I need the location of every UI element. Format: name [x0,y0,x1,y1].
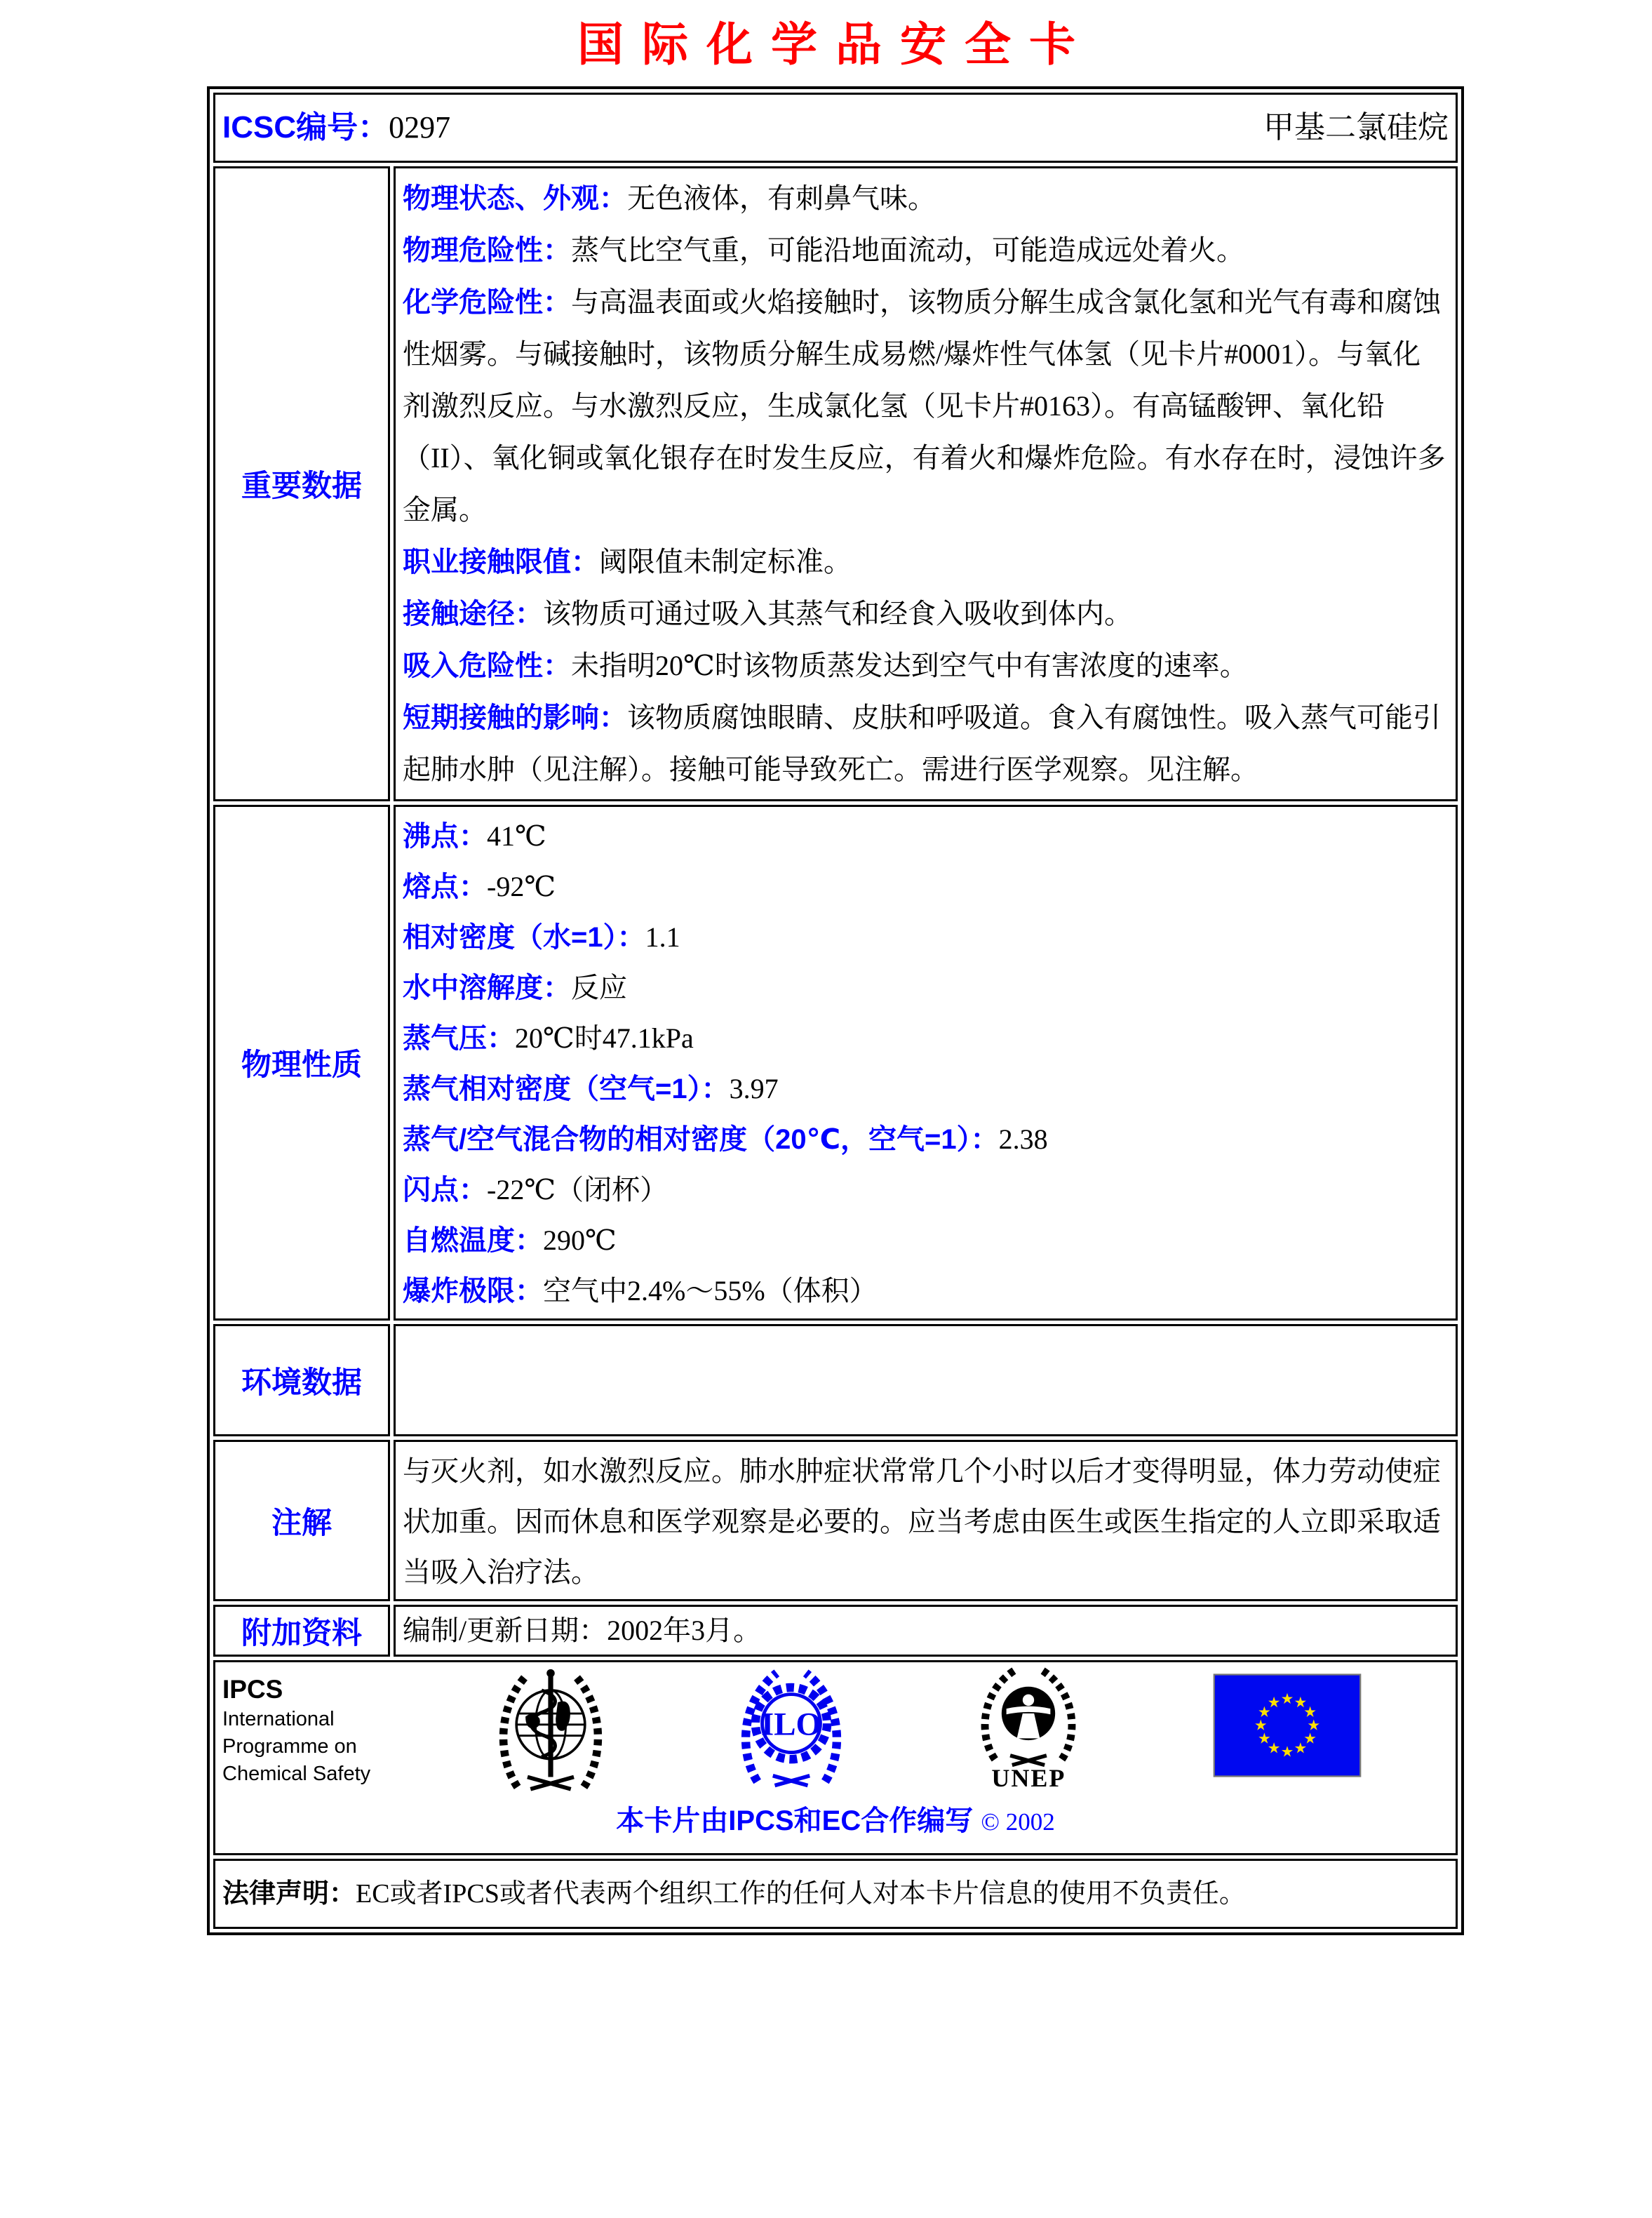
ipcs-text-block [222,1664,408,1788]
item-label: 自燃温度： [403,1225,543,1256]
item-label: 化学危险性： [403,287,571,318]
unep-logo [976,1664,1081,1793]
ipcs-line: Programme on [222,1735,357,1758]
ilo-logo [738,1664,845,1793]
item-text: 2.38 [998,1123,1048,1155]
physical-property-item [403,862,1449,912]
item-text: 290℃ [543,1224,617,1256]
item-label: 闪点： [403,1175,487,1205]
notes-content [394,1440,1458,1601]
important-data-item [403,173,1449,225]
eu-flag [1213,1664,1362,1777]
item-label: 短期接触的影响： [403,702,627,733]
ipcs-acronym: IPCS [222,1675,283,1704]
header-cell [213,93,1458,163]
legal-cell [213,1859,1458,1929]
important-data-header: 重要数据 [213,166,390,801]
eu-flag-icon [1213,1673,1362,1777]
important-data-item [403,276,1449,536]
item-label: 蒸气/空气混合物的相对密度（20℃，空气=1）： [403,1124,999,1155]
item-label: 接触途径： [403,599,543,629]
ipcs-line: Chemical Safety [222,1763,371,1785]
item-text: 反应 [571,972,627,1003]
item-text: 20℃时47.1kPa [515,1022,694,1054]
header-row [213,93,1458,163]
item-label: 相对密度（水=1）： [403,922,645,953]
environmental-data-row [213,1324,1458,1436]
physical-property-item [403,912,1449,963]
additional-info-row [213,1605,1458,1657]
item-label: 蒸气压： [403,1023,515,1054]
item-label: 爆炸极限： [403,1276,543,1307]
environmental-data-content [394,1324,1458,1436]
ilo-logo-icon [738,1664,845,1793]
item-text: 3.97 [729,1073,779,1104]
item-text: 与高温表面或火焰接触时，该物质分解生成含氯化氢和光气有毒和腐蚀性烟雾。与碱接触时，该物质分解生成易燃/爆炸性气体氢（见卡片#0001）。与氧化剂激烈反应。与水激烈反应，生成氯化氢（见卡片#0163）。有高锰酸钾、氧化铅（II）、氧化铜或氧化银存在时发生反应，有着火和爆炸危险。有水存在时，浸蚀许多金属。 [403,286,1446,526]
physical-property-item [403,1215,1449,1266]
notes-header: 注解 [213,1440,390,1601]
important-data-item [403,588,1449,640]
item-text: 蒸气比空气重，可能沿地面流动，可能造成远处着火。 [571,234,1244,266]
item-text: 1.1 [645,921,680,953]
item-label: 熔点： [403,871,487,902]
important-data-item [403,536,1449,588]
unep-logo-icon [976,1664,1081,1769]
item-text: -92℃ [487,871,556,902]
logos-cell [213,1660,1458,1855]
physical-properties-row [213,805,1458,1321]
item-text: 阈限值未制定标准。 [599,546,852,577]
ipcs-line: International [222,1708,335,1730]
legal-row [213,1859,1458,1929]
unep-wordmark: UNEP [991,1764,1066,1792]
important-data-row [213,166,1458,801]
environmental-data-header: 环境数据 [213,1324,390,1436]
logos-row [213,1660,1458,1855]
physical-property-item [403,1064,1449,1114]
item-text: 该物质腐蚀眼睛、皮肤和呼吸道。食入有腐蚀性。吸入蒸气可能引起肺水肿（见注解）。接触可能导致死亡。需进行医学观察。见注解。 [403,702,1441,785]
item-label: 吸入危险性： [403,650,571,681]
item-label: 物理危险性： [403,235,571,266]
update-date-label: 编制/更新日期： [403,1615,607,1646]
icsc-number-group [222,100,450,156]
item-text: 未指明20℃时该物质蒸发达到空气中有害浓度的速率。 [571,650,1248,681]
item-label: 职业接触限值： [403,547,599,577]
physical-properties-content [394,805,1458,1321]
who-logo [495,1664,606,1796]
physical-properties-header: 物理性质 [213,805,390,1321]
caption-text: 本卡片由IPCS和EC合作编写 [616,1805,974,1836]
physical-property-item [403,1013,1449,1064]
legal-text: EC或者IPCS或者代表两个组织工作的任何人对本卡片信息的使用不负责任。 [356,1879,1246,1909]
update-date-value: 2002年3月。 [607,1615,762,1646]
ilo-letters: ILO [760,1706,821,1743]
item-text: 该物质可通过吸入其蒸气和经食入吸收到体内。 [543,598,1132,629]
legal-label: 法律声明： [222,1879,356,1909]
item-text: 空气中2.4%～55%（体积） [543,1275,878,1307]
physical-property-item [403,1266,1449,1316]
icsc-number-label: ICSC编号： [222,110,389,145]
caption-copyright: © 2002 [981,1808,1055,1836]
additional-info-content [394,1605,1458,1657]
notes-row [213,1440,1458,1601]
physical-property-item [403,963,1449,1013]
physical-property-item [403,1114,1449,1165]
physical-property-item [403,1165,1449,1215]
item-label: 水中溶解度： [403,973,571,1003]
additional-info-header: 附加资料 [213,1605,390,1657]
chemical-name: 甲基二氯硅烷 [1263,110,1449,145]
icsc-card-table [207,86,1464,1935]
item-text: -22℃（闭杯） [487,1174,669,1205]
physical-property-item [403,811,1449,862]
who-logo-icon [495,1664,606,1796]
notes-text: 与灭火剂，如水激烈反应。肺水肿症状常常几个小时以后才变得明显，体力劳动使症状加重。因而休息和医学观察是必要的。应当考虑由医生或医生指定的人立即采取适当吸入治疗法。 [403,1455,1441,1588]
important-data-item [403,640,1449,692]
item-label: 蒸气相对密度（空气=1）： [403,1074,730,1104]
page-title: 国际化学品安全卡 [577,20,1094,71]
important-data-content [394,166,1458,801]
important-data-item [403,225,1449,276]
cooperation-caption [222,1798,1449,1838]
icsc-number-value: 0297 [389,110,451,145]
item-text: 无色液体，有刺鼻气味。 [627,182,936,214]
item-label: 物理状态、外观： [403,183,627,214]
important-data-item [403,692,1449,796]
item-text: 41℃ [487,820,546,852]
item-label: 沸点： [403,821,487,852]
